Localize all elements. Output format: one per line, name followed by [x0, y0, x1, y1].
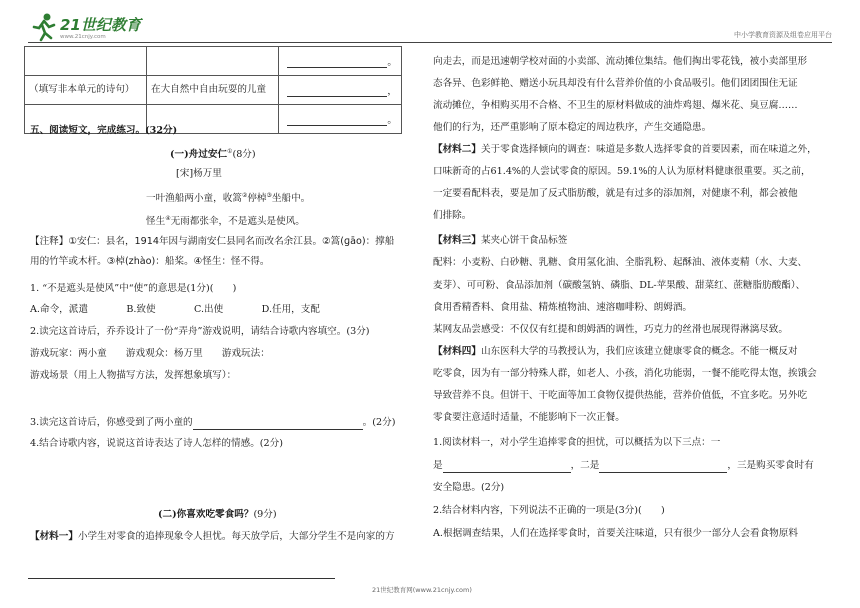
paragraph-line: 某网友品尝感受：不仅仅有红提和朗姆酒的调性，巧克力的丝滑也展现得淋漓尽致。: [433, 324, 788, 335]
paragraph-line: 导致营养不良。但饼干、干吃面等加工食物仅提供热能，营养价值低，不宜多吃。另外吃: [433, 390, 808, 401]
table-cell: [25, 47, 147, 76]
right-question-1: 1.阅读材料一，对小学生追捧零食的担忧，可以概括为以下三点：一: [433, 437, 721, 448]
table-cell: （填写非本单元的诗句）: [25, 76, 147, 105]
footnote-mark: ③: [266, 192, 272, 199]
question-3: [30, 416, 395, 430]
footer-text: 21世纪教育网(www.21cnjy.com): [372, 586, 472, 594]
poem-heading: [170, 145, 256, 162]
material-3-heading: [433, 234, 567, 248]
notes-line-2: 用的竹竿或木杆。③棹(zhào)：船桨。④怪生：怪不得。: [30, 256, 270, 267]
right-question-1-end: 安全隐患。(2分): [433, 482, 505, 493]
question-text: ，三是购买零食时有: [727, 460, 814, 471]
poem-title: (一)舟过安仁: [170, 149, 228, 161]
table-cell: [279, 47, 402, 76]
material-label: 【材料二】: [433, 144, 481, 155]
answer-blank[interactable]: [287, 67, 387, 68]
table-cell: [279, 76, 402, 105]
question-text: ，二是: [570, 460, 600, 471]
paragraph-line: 们排除。: [433, 210, 472, 221]
header-divider: [28, 42, 832, 43]
question-4: 4.结合诗歌内容，说说这首诗表达了诗人怎样的情感。(2分): [30, 438, 283, 449]
answer-blank[interactable]: [599, 472, 727, 473]
material-text: 山东医科大学的马教授认为，我们应该建立健康零食的概念。不能一概反对: [480, 346, 798, 357]
paragraph-line: 食用香精香料、食用盐、精炼植物油、速溶咖啡粉、朗姆酒。: [433, 302, 693, 313]
paragraph-line: 吃零食，因为有一部分特殊人群，如老人、小孩，消化功能弱，一餐不能吃得太饱，挨饿会: [433, 368, 817, 379]
table-row: [25, 76, 402, 105]
table-row: [25, 47, 402, 76]
footnote-mark: ④: [165, 215, 171, 222]
material-4-line: [433, 345, 798, 359]
part2-title: (二)你喜欢吃零食吗？: [158, 509, 254, 520]
right-question-2: 2.结合材料内容，下列说法不正确的一项是(3分)( ): [433, 505, 665, 516]
paragraph-line: 口味新奇的占61.4%的人尝试零食的原因。59.1%的人认为原材料健康很重要。买之前，: [433, 166, 811, 177]
material-text: 关于零食选择倾向的调查：味道是多数人选择零食的首要因素，而在味道之外，: [480, 144, 817, 155]
brand-logo: [30, 12, 140, 42]
right-question-1-blanks: [433, 459, 814, 473]
material-title: 某夹心饼干食品标签: [480, 235, 568, 246]
table-cell: [279, 105, 402, 134]
poem-text: 怪生: [146, 216, 166, 228]
logo-text: 21世纪教育: [60, 16, 141, 34]
paragraph-line: 零食要注意适时适量，不能影响下一次正餐。: [433, 412, 625, 423]
poem-line-2: [146, 212, 305, 229]
material-2-line: [433, 143, 817, 157]
question-text: 是: [433, 460, 443, 471]
question-2-scene: 游戏场景（用上人物描写方法，发挥想象填写）：: [30, 370, 237, 381]
runner-icon: [30, 12, 60, 42]
paragraph-line: 麦芽）、可可粉、食品添加剂（碳酸氢钠、磷脂、DL-苹果酸、甜菜红、蔗糖脂肪酸酯）、: [433, 280, 806, 291]
punctuation: ，: [387, 86, 397, 97]
poem-text: 一叶渔船两小童，收篙: [146, 193, 242, 205]
table-cell: [147, 47, 279, 76]
answer-blank[interactable]: [193, 429, 363, 430]
poem-text: 无雨都张伞，不是遮头是使风。: [170, 216, 305, 228]
question-text: 3.读完这首诗后，你感受到了两小童的: [30, 417, 193, 428]
paragraph-line: 他们的行为，还严重影响了原本稳定的周边秩序，产生交通隐患。: [433, 122, 712, 133]
question-1-options: A.命令，派遣 B.致使 C.出使 D.任用，支配: [30, 304, 320, 315]
paragraph-line: 向走去，而是迅速朝学校对面的小卖部、流动摊位集结。他们掏出零花钱，被小卖部里形: [433, 56, 808, 67]
question-2-players: 游戏玩家：两小童 游戏观众：杨万里 游戏玩法：: [30, 348, 270, 359]
poem-text: 坐船中。: [271, 193, 311, 205]
poem-table: [24, 46, 402, 134]
material-label: 【材料一】: [30, 531, 78, 542]
answer-blank[interactable]: [443, 472, 571, 473]
material-label: 【材料三】: [433, 235, 481, 246]
poem-author: [宋]杨万里: [176, 168, 222, 179]
poem-text: 停棹: [247, 193, 267, 205]
poem-line-1: [146, 189, 310, 206]
poem-score: (8分): [232, 149, 256, 161]
paragraph-line: 一定要看配料表，要是加了反式脂肪酸，就是有过多的添加剂，对健康不利，都会被他: [433, 188, 798, 199]
answer-blank[interactable]: [287, 96, 387, 97]
question-1: 1. “不是遮头是使风”中“使”的意思是(1分)( ): [30, 283, 237, 294]
question-2: 2.读完这首诗后，乔乔设计了一份“弄舟”游戏说明，请结合诗歌内容填空。(3分): [30, 326, 370, 337]
notes-line-1: 【注释】①安仁：县名，1914年因与湖南安仁县同名而改名余江县。②篙(ɡāo)：撑船: [30, 236, 395, 247]
paragraph-line: 态各异、色彩鲜艳、赠送小玩具却没有什么营养价值的小食品吸引。他们团团围住无证: [433, 78, 798, 89]
right-question-2-option-a: A.根据调查结果，人们在选择零食时，首要关注味道，只有很少一部分人会看食物原料: [433, 528, 798, 539]
paragraph-line: 配料：小麦粉、白砂糖、乳糖、食用氢化油、全脂乳粉、起酥油、液体麦精（水、大麦、: [433, 257, 808, 268]
paragraph-line: 流动摊位，争相购买用不合格、不卫生的原材料做成的油炸鸡翅、爆米花、臭豆腐……: [433, 100, 798, 111]
part2-heading: [158, 508, 277, 522]
footer-divider: [28, 578, 335, 579]
answer-blank[interactable]: [287, 125, 387, 126]
material-text: 小学生对零食的追捧现象令人担忧。每天放学后，大部分学生不是向家的方: [77, 531, 395, 542]
section-title: 五、阅读短文，完成练习。(32分): [30, 125, 178, 136]
material-label: 【材料四】: [433, 346, 481, 357]
logo-url: www.21cnjy.com: [60, 34, 106, 40]
question-text: 。(2分): [362, 417, 396, 428]
footnote-mark: ①: [227, 148, 233, 155]
material-1-intro: [30, 530, 395, 544]
table-cell: 在大自然中自由玩耍的儿童: [147, 76, 279, 105]
punctuation: 。: [387, 57, 397, 68]
header-tagline: 中小学教育资源及组卷应用平台: [734, 31, 832, 39]
part2-score: (9分): [253, 509, 277, 520]
footnote-mark: ②: [241, 192, 248, 199]
punctuation: 。: [387, 115, 397, 126]
